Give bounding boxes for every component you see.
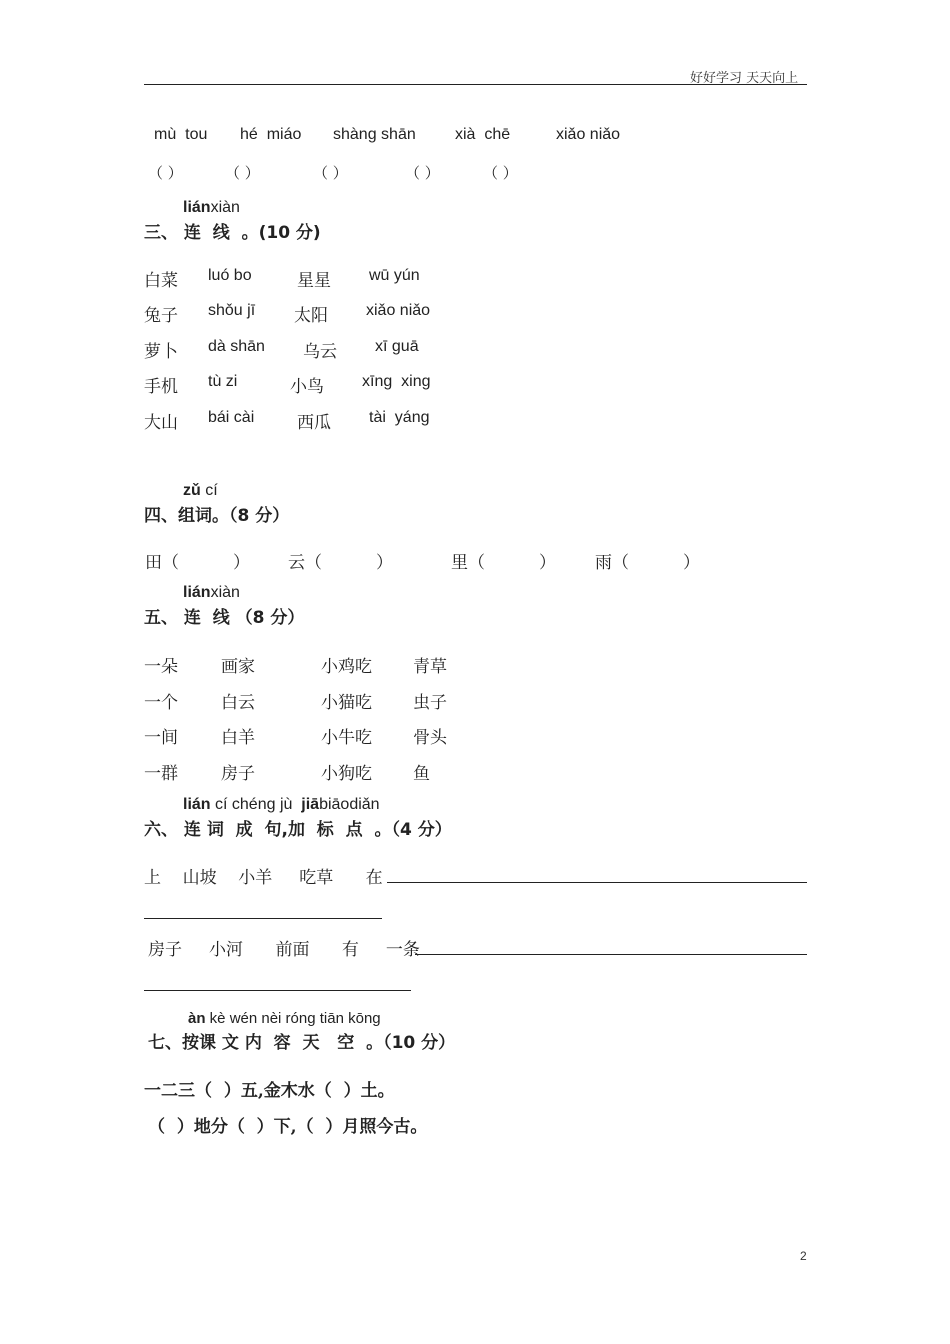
word-blank[interactable]: 云（ ）	[288, 553, 394, 573]
answer-blank[interactable]: （ ）	[148, 164, 183, 182]
section-4-pinyin	[183, 482, 218, 500]
page-number: 2	[800, 1249, 807, 1263]
pinyin-bold: àn	[188, 1010, 206, 1027]
section-7-title: 七、按课 文 内 容 天 空 。（10 分）	[148, 1033, 456, 1053]
pinyin-bold: lián	[183, 584, 211, 601]
word-cell[interactable]: 房子	[221, 764, 255, 784]
word-cell[interactable]: 青草	[413, 657, 447, 677]
pinyin-cell[interactable]: tù zi	[208, 373, 238, 390]
pinyin-item: mù tou	[154, 126, 208, 143]
word-cell[interactable]: 一间	[144, 728, 178, 748]
answer-line[interactable]	[144, 918, 382, 919]
answer-blank[interactable]: （ ）	[405, 164, 440, 182]
fill-in-line[interactable]: 一二三（ ）五,金木水（ ）土。	[144, 1081, 395, 1101]
pinyin-cell[interactable]: luó bo	[208, 267, 252, 284]
answer-line[interactable]	[144, 990, 411, 991]
pinyin-cell[interactable]: xiǎo niǎo	[366, 302, 431, 319]
section-3-pinyin	[183, 199, 240, 217]
pinyin-item: hé miáo	[240, 126, 302, 143]
section-5-title: 五、 连 线 （8 分）	[144, 608, 305, 628]
pinyin-item: shàng shān	[333, 126, 416, 143]
word-blank[interactable]: 雨（ ）	[595, 553, 701, 573]
pinyin-cell[interactable]: dà shān	[208, 338, 265, 355]
pinyin-cell[interactable]: bái cài	[208, 409, 255, 426]
pinyin-rest: kè wén nèi róng tiān kōng	[205, 1010, 381, 1027]
word-cell[interactable]: 手机	[144, 377, 178, 397]
word-cell[interactable]: 星星	[297, 271, 331, 291]
word-cell[interactable]: 西瓜	[297, 413, 331, 433]
fill-in-line[interactable]: （ ）地分（ ）下,（ ）月照今古。	[148, 1117, 428, 1137]
word-blank[interactable]: 田（ ）	[145, 553, 251, 573]
section-4-title: 四、组词。（8 分）	[144, 506, 290, 526]
answer-line[interactable]	[415, 954, 807, 955]
word-cell[interactable]: 一群	[144, 764, 178, 784]
word-cell[interactable]: 骨头	[413, 728, 447, 748]
word-cell[interactable]: 兔子	[144, 306, 178, 326]
pinyin-bold: lián	[183, 796, 211, 813]
pinyin-bold: lián	[183, 199, 211, 216]
section-6-pinyin	[183, 796, 380, 814]
pinyin-item: xiǎo niǎo	[556, 126, 621, 143]
sentence-words: 房子 小河 前面 有 一条	[148, 940, 420, 960]
pinyin-bold: zǔ	[183, 482, 201, 499]
section-3-title: 三、 连 线 。(10 分)	[144, 223, 321, 243]
word-cell[interactable]: 小狗吃	[321, 764, 372, 784]
word-cell[interactable]: 大山	[144, 413, 178, 433]
word-cell[interactable]: 小鸟	[290, 377, 324, 397]
page-header-text: 好好学习 天天向上	[690, 71, 799, 86]
word-cell[interactable]: 太阳	[294, 306, 328, 326]
word-cell[interactable]: 小猫吃	[321, 693, 372, 713]
word-cell[interactable]: 一朵	[144, 657, 178, 677]
pinyin-rest: biāodiǎn	[319, 796, 380, 813]
word-cell[interactable]: 萝卜	[144, 342, 178, 362]
answer-blank[interactable]: （ ）	[483, 164, 518, 182]
pinyin-rest: cí	[200, 482, 218, 499]
word-cell[interactable]: 小牛吃	[321, 728, 372, 748]
word-cell[interactable]: 白菜	[144, 271, 178, 291]
word-cell[interactable]: 小鸡吃	[321, 657, 372, 677]
answer-line[interactable]	[387, 882, 807, 883]
pinyin-bold: jiā	[301, 796, 320, 813]
word-cell[interactable]: 一个	[144, 693, 178, 713]
header-rule	[144, 84, 807, 85]
pinyin-rest: xiàn	[210, 199, 240, 216]
word-cell[interactable]: 白羊	[221, 728, 255, 748]
pinyin-rest: cí chéng jù	[210, 796, 302, 813]
pinyin-cell[interactable]: wū yún	[369, 267, 420, 284]
pinyin-cell[interactable]: shǒu jī	[208, 302, 256, 319]
word-cell[interactable]: 鱼	[413, 764, 430, 784]
section-5-pinyin	[183, 584, 240, 602]
word-cell[interactable]: 画家	[221, 657, 255, 677]
pinyin-cell[interactable]: tài yáng	[369, 409, 430, 426]
answer-blank[interactable]: （ ）	[313, 164, 348, 182]
word-cell[interactable]: 虫子	[413, 693, 447, 713]
pinyin-cell[interactable]: xī guā	[375, 338, 419, 355]
word-cell[interactable]: 乌云	[303, 342, 337, 362]
word-blank[interactable]: 里（ ）	[451, 553, 557, 573]
pinyin-rest: xiàn	[210, 584, 240, 601]
pinyin-item: xià chē	[455, 126, 511, 143]
answer-blank[interactable]: （ ）	[225, 164, 260, 182]
sentence-words: 上 山坡 小羊 吃草 在	[144, 868, 383, 888]
section-6-title: 六、 连 词 成 句,加 标 点 。（4 分）	[144, 820, 452, 840]
section-7-pinyin	[188, 1010, 381, 1027]
pinyin-cell[interactable]: xīng xing	[362, 373, 431, 390]
word-cell[interactable]: 白云	[221, 693, 255, 713]
